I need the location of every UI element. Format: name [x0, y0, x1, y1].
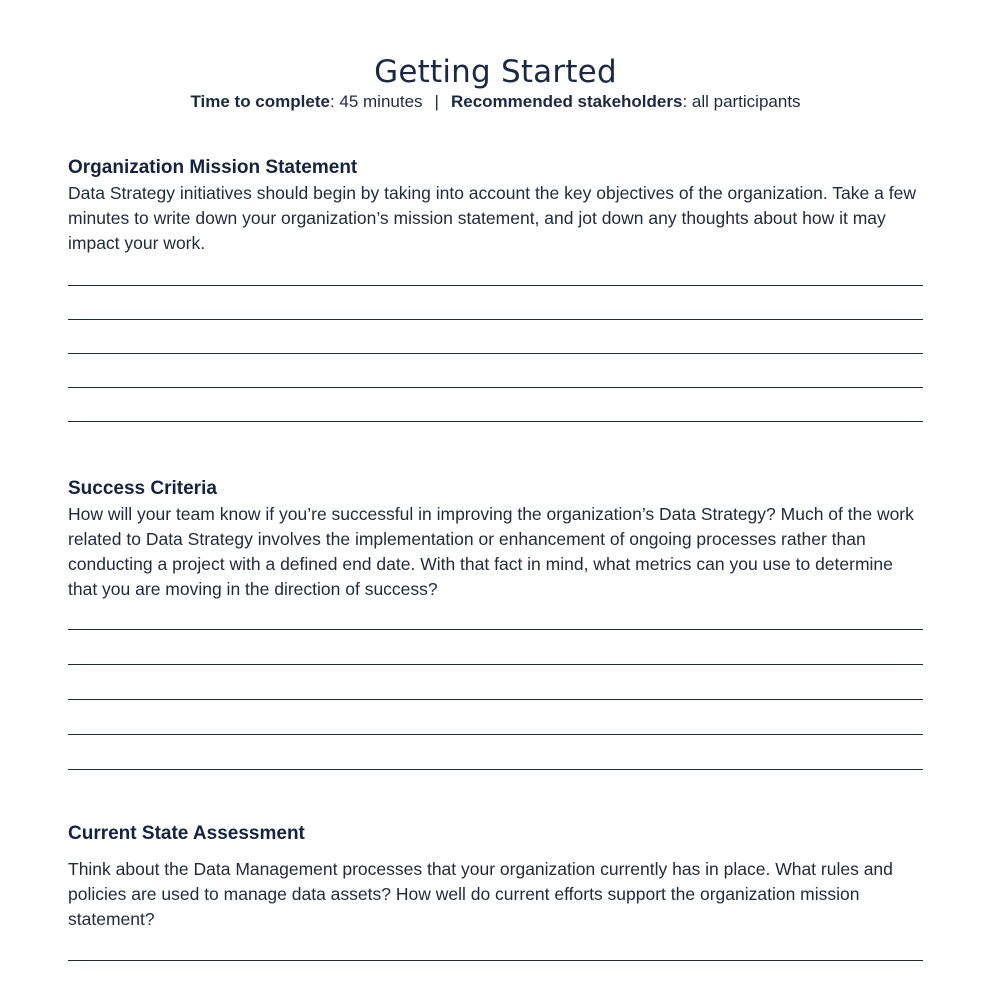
writing-line[interactable] — [68, 629, 923, 630]
writing-line[interactable] — [68, 285, 923, 286]
writing-line[interactable] — [68, 387, 923, 388]
section-success-criteria — [68, 476, 923, 602]
section-current-state — [68, 821, 923, 932]
page-meta — [68, 92, 923, 112]
stakeholders-value: : all participants — [682, 92, 801, 111]
writing-line[interactable] — [68, 421, 923, 422]
section-heading: Success Criteria — [68, 478, 217, 499]
writing-line[interactable] — [68, 319, 923, 320]
section-body: Data Strategy initiatives should begin by taking into account the key objectives of the organization. Take a few minutes to write down your organization’s mission statement, and jot down any thoughts about how it may impact your work. — [68, 183, 916, 253]
section-heading: Current State Assessment — [68, 823, 305, 844]
section-heading: Organization Mission Statement — [68, 157, 358, 178]
writing-line[interactable] — [68, 664, 923, 665]
time-value: : 45 minutes — [329, 92, 423, 111]
writing-line[interactable] — [68, 769, 923, 770]
section-body: How will your team know if you’re successful in improving the organization’s Data Strategy? Much of the work related to Data Strategy involves the implementation or enhancement of ongoing processes rather than conducting a project with a defined end date. With that fact in mind, what metrics can you use to determine that you are moving in the direction of success? — [68, 504, 914, 599]
writing-line[interactable] — [68, 699, 923, 700]
writing-line[interactable] — [68, 960, 923, 961]
stakeholders-label: Recommended stakeholders — [450, 92, 683, 111]
section-mission-statement — [68, 155, 923, 256]
writing-line[interactable] — [68, 734, 923, 735]
time-label: Time to complete — [190, 92, 330, 111]
writing-line[interactable] — [68, 353, 923, 354]
page-title: Getting Started — [374, 53, 617, 90]
meta-separator: | — [434, 92, 439, 111]
section-body: Think about the Data Management processes that your organization currently has in place. What rules and policies are used to manage data assets? How well do current efforts support the organization mission statement? — [68, 859, 893, 929]
